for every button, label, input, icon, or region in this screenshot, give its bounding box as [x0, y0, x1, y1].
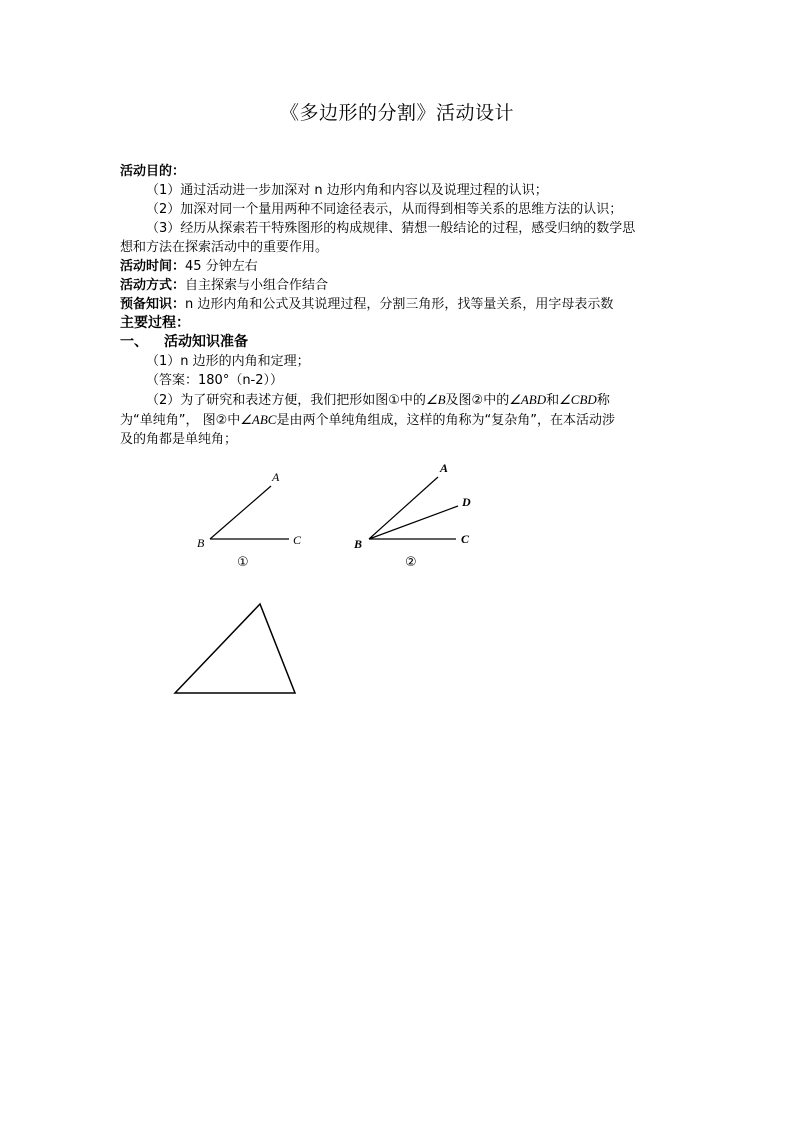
figure-1-label-a: A — [272, 470, 280, 484]
purpose-item-2: （2）加深对同一个量用两种不同途径表示，从而得到相等关系的思维方法的认识； — [146, 202, 623, 217]
figure-1-ray-ba — [210, 486, 271, 539]
main-process-heading: 主要过程： — [120, 315, 190, 331]
figure-2-complex-angle — [353, 461, 471, 570]
figure-2-ray-bd — [369, 506, 458, 539]
page-title: 《多边形的分割》活动设计 — [279, 102, 514, 124]
angle-abc-symbol: ∠ABC — [240, 412, 277, 427]
prep-item-2-text-b: 及图②中的 — [445, 393, 510, 408]
angle-cbd-symbol: ∠CBD — [559, 392, 597, 407]
figure-1-simple-angle — [197, 470, 302, 570]
triangle-figure — [175, 604, 295, 693]
prerequisite-value: n 边形内角和公式及其说理过程，分割三角形，找等量关系，用字母表示数 — [185, 297, 614, 312]
activity-time-label: 活动时间： — [120, 259, 186, 274]
activity-method-label: 活动方式： — [120, 278, 186, 293]
figure-2-label-b: B — [354, 537, 363, 551]
prep-item-2-text-a: （2）为了研究和表述方便，我们把形如图①中的 — [146, 393, 426, 408]
angle-b-symbol: ∠B — [425, 392, 446, 407]
prep-item-2-text-d: 称 — [596, 393, 610, 408]
prep-line-2-text-b: 是由两个单纯角组成，这样的角称为“复杂角”，在本活动涉 — [276, 413, 615, 428]
figure-1-caption: ① — [237, 555, 249, 570]
purpose-item-1: （1）通过活动进一步加深对 n 边形内角和内容以及说理过程的认识； — [146, 183, 548, 198]
figure-1-label-c: C — [293, 533, 302, 547]
prep-line-2-text-a: 为“单纯角”， 图②中 — [120, 413, 241, 428]
figure-2-caption: ② — [405, 555, 417, 570]
prerequisite-label: 预备知识： — [120, 297, 186, 312]
purpose-item-3-line-1: （3）经历从探索若干特殊图形的构成规律、猜想一般结论的过程，感受归纳的数学思 — [146, 221, 636, 236]
angle-abd-symbol: ∠ABD — [509, 392, 547, 407]
prep-item-1: （1）n 边形的内角和定理； — [146, 354, 310, 369]
figure-1-label-b: B — [197, 536, 205, 550]
activity-method-value: 自主探索与小组合作结合 — [185, 278, 329, 293]
activity-time-value: 45 分钟左右 — [185, 259, 258, 274]
section-1-title: 活动知识准备 — [164, 334, 248, 350]
prep-item-2-text-c: 和 — [546, 393, 560, 408]
purpose-heading: 活动目的： — [120, 164, 186, 179]
purpose-item-3-line-2: 想和方法在探索活动中的重要作用。 — [120, 240, 329, 255]
prep-item-2-line-3: 及的角都是单纯角； — [120, 432, 238, 447]
figure-2-label-d: D — [462, 495, 471, 509]
section-1-number: 一、 — [120, 334, 148, 350]
figure-2-label-a: A — [440, 461, 449, 475]
figure-2-label-c: C — [461, 532, 470, 546]
figure-2-ray-ba — [369, 477, 438, 539]
prep-answer: （答案：180°（n-2）） — [146, 373, 284, 388]
